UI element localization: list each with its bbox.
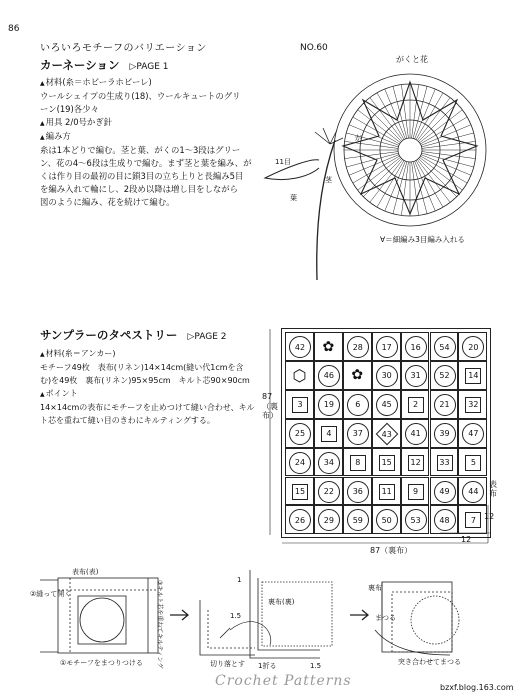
carnation-chart [245, 60, 510, 300]
stitch-ray [363, 103, 401, 141]
motif-number: 26 [289, 509, 311, 531]
motif-number: 34 [318, 452, 340, 474]
motif-number: 42 [289, 336, 311, 358]
materials2-heading: ▲ 材料 [40, 349, 62, 358]
motif-number: 6 [347, 394, 369, 416]
v-symbol-icon: ∀ [380, 235, 386, 244]
motif-number: 39 [434, 423, 456, 445]
motif-number: 3 [292, 397, 308, 413]
motif-number: 49 [434, 481, 456, 503]
motif-number: 59 [347, 509, 369, 531]
materials-line2: ーン(19)各少々 [40, 104, 99, 114]
motif-number: 50 [376, 509, 398, 531]
diagram-number: NO.60 [300, 43, 328, 53]
materials-line1: ウールシェイプの生成り(18)、ウールキュートのグリ [40, 91, 241, 101]
motif-number: 21 [434, 394, 456, 416]
stitch-ray [349, 155, 399, 176]
motif-number: 54 [434, 336, 456, 358]
motif-line1: モチーフ49枚 表布(リネン)14×14cm(縫い代1cmを含 [40, 363, 244, 372]
motif-number: 2 [408, 397, 424, 413]
fold-label: 1折る [258, 662, 277, 670]
materials-heading: ▲ 材料 [40, 77, 62, 87]
motif-number: 12 [408, 455, 424, 471]
stitch-ray [418, 103, 456, 141]
method-line: ン、花の4〜6段は生成りで編む。まず茎と葉を編み、が [40, 158, 252, 168]
motif-number: 48 [434, 509, 456, 531]
stitch-ray [385, 89, 406, 139]
height-unit: （裏布） [262, 402, 278, 420]
flower-motif-icon: ✿ [351, 367, 364, 384]
back-fabric-label: 裏布(裏) [268, 598, 295, 606]
motif-number: 15 [379, 455, 395, 471]
eleven-stitch-label: 11目 [275, 158, 291, 166]
stitch-ray [420, 117, 467, 144]
method-line: 糸は1本どりで編む。茎と葉、がくの1〜3段はグリー [40, 145, 241, 155]
stitch-ray [415, 89, 436, 139]
motif-number: 16 [405, 336, 427, 358]
assembly-diagrams [30, 560, 510, 670]
motif-number: 25 [289, 423, 311, 445]
motif-number: 20 [462, 336, 484, 358]
motif-number: 4 [321, 426, 337, 442]
step3-label: ③キルト芯を重ねてキルティング [156, 580, 163, 669]
legend-text: ＝細編み3目編み入れる [385, 235, 465, 244]
motif-number: 31 [405, 365, 427, 387]
motif-number: 7 [465, 512, 481, 528]
tapestry-title [40, 327, 226, 343]
method-line: 図のように編み、花を続けて編む。 [40, 197, 175, 207]
stitch-ray [377, 93, 404, 140]
stitch-ray [416, 160, 443, 207]
calyx-flower-label: がくと花 [396, 55, 428, 64]
dim-1-5b: 1.5 [310, 662, 322, 670]
page-header: いろいろモチーフのバリエーション [40, 43, 207, 54]
hexagon-motif-icon: ⬡ [292, 365, 307, 385]
carnation-title-text: カーネーション [40, 58, 120, 72]
stitch-ray [377, 160, 404, 207]
motif-number: 52 [434, 365, 456, 387]
tapestry-title-text: サンプラーのタペストリー [40, 328, 178, 342]
materials2-brand: (糸＝アンカー) [61, 349, 116, 358]
back-fabric2-label: 裏布 [368, 584, 382, 592]
leaf-label: 葉 [290, 194, 297, 202]
stitch-ray [415, 161, 436, 211]
dim-12-right: 12 [484, 512, 495, 521]
stitch-ray [385, 161, 406, 211]
tapestry-instructions [40, 347, 280, 427]
motif-number: 43 [375, 422, 398, 445]
motif-number: 5 [465, 455, 481, 471]
motif-number: 37 [347, 423, 369, 445]
width-dimension: 87（裏布） [370, 546, 413, 555]
motif-number: 11 [379, 484, 395, 500]
motif-number: 47 [462, 423, 484, 445]
ga-label: が [355, 134, 362, 142]
dim-12-bottom: 12 [461, 535, 472, 544]
carnation-title [40, 57, 169, 73]
motif-number: 17 [376, 336, 398, 358]
motif-number: 36 [347, 481, 369, 503]
page-number: 86 [8, 24, 20, 34]
point-heading: ▲ ポイント [40, 387, 280, 401]
materials-brand: (糸＝ホビーラホビーレ) [62, 77, 152, 87]
motif-number: 41 [405, 423, 427, 445]
tapestry-page-ref: ▷PAGE 2 [187, 332, 227, 342]
slipstitch-label: まつる [375, 614, 396, 622]
method-heading: ▲ 編み方 [40, 130, 280, 144]
point-line1: 14×14cmの表布にモチーフを止めつけて縫い合わせ、キル [40, 403, 255, 412]
butt-join-label: 突き合わせてまつる [398, 658, 461, 666]
motif-number: 15 [292, 484, 308, 500]
method-line: を編み入れて輪にし、2段め以降は増し目をしながら [40, 184, 238, 194]
carnation-instructions [40, 76, 280, 209]
motif-number: 8 [350, 455, 366, 471]
motif-number: 9 [408, 484, 424, 500]
cut-label: 切り落とす [210, 660, 245, 668]
motif-number: 14 [465, 368, 481, 384]
height-dimension: 87 [262, 392, 273, 401]
tools-heading: ▲ 用具 [40, 117, 62, 127]
motif-number: 32 [465, 397, 481, 413]
step2-label: ②縫って開く [30, 590, 72, 598]
stitch-ray [421, 155, 471, 176]
point-line2: ト芯を重ねて縫い目のきわにキルティングする。 [40, 416, 215, 425]
step1-label: ①モチーフをまつりつける [60, 659, 143, 667]
motif-number: 29 [318, 509, 340, 531]
flower-motif-icon: ✿ [322, 338, 335, 355]
method-line: くは作り目の最初の目に鎖3目の立ち上りと長編み5目 [40, 171, 244, 181]
footer-watermark: Crochet Patterns [215, 673, 352, 689]
dim-1-5: 1.5 [230, 612, 242, 620]
motif-number: 28 [347, 336, 369, 358]
motif-number: 46 [318, 365, 340, 387]
motif-number: 33 [437, 455, 453, 471]
stitch-ray [416, 93, 443, 140]
motif-number: 44 [462, 481, 484, 503]
motif-number: 53 [405, 509, 427, 531]
surface-front-label: 表布(表) [72, 568, 99, 576]
legend [380, 234, 465, 245]
dimension-lines [250, 325, 510, 555]
motif-number: 45 [376, 394, 398, 416]
motif-number: 19 [318, 394, 340, 416]
motif-number: 30 [376, 365, 398, 387]
motif-line2: む)を49枚 裏布(リネン)95×95cm キルト芯90×90cm [40, 376, 250, 385]
motif-number: 24 [289, 452, 311, 474]
dim-1: 1 [237, 576, 242, 584]
motif-number: 22 [318, 481, 340, 503]
site-url: bzxf.blog.163.com [440, 683, 514, 692]
tools-value: 2/0号かぎ針 [65, 117, 113, 127]
carnation-page-ref: ▷PAGE 1 [129, 62, 169, 72]
surface-fabric-label: 表布 [489, 480, 497, 498]
stem-label: 茎 [325, 176, 332, 184]
